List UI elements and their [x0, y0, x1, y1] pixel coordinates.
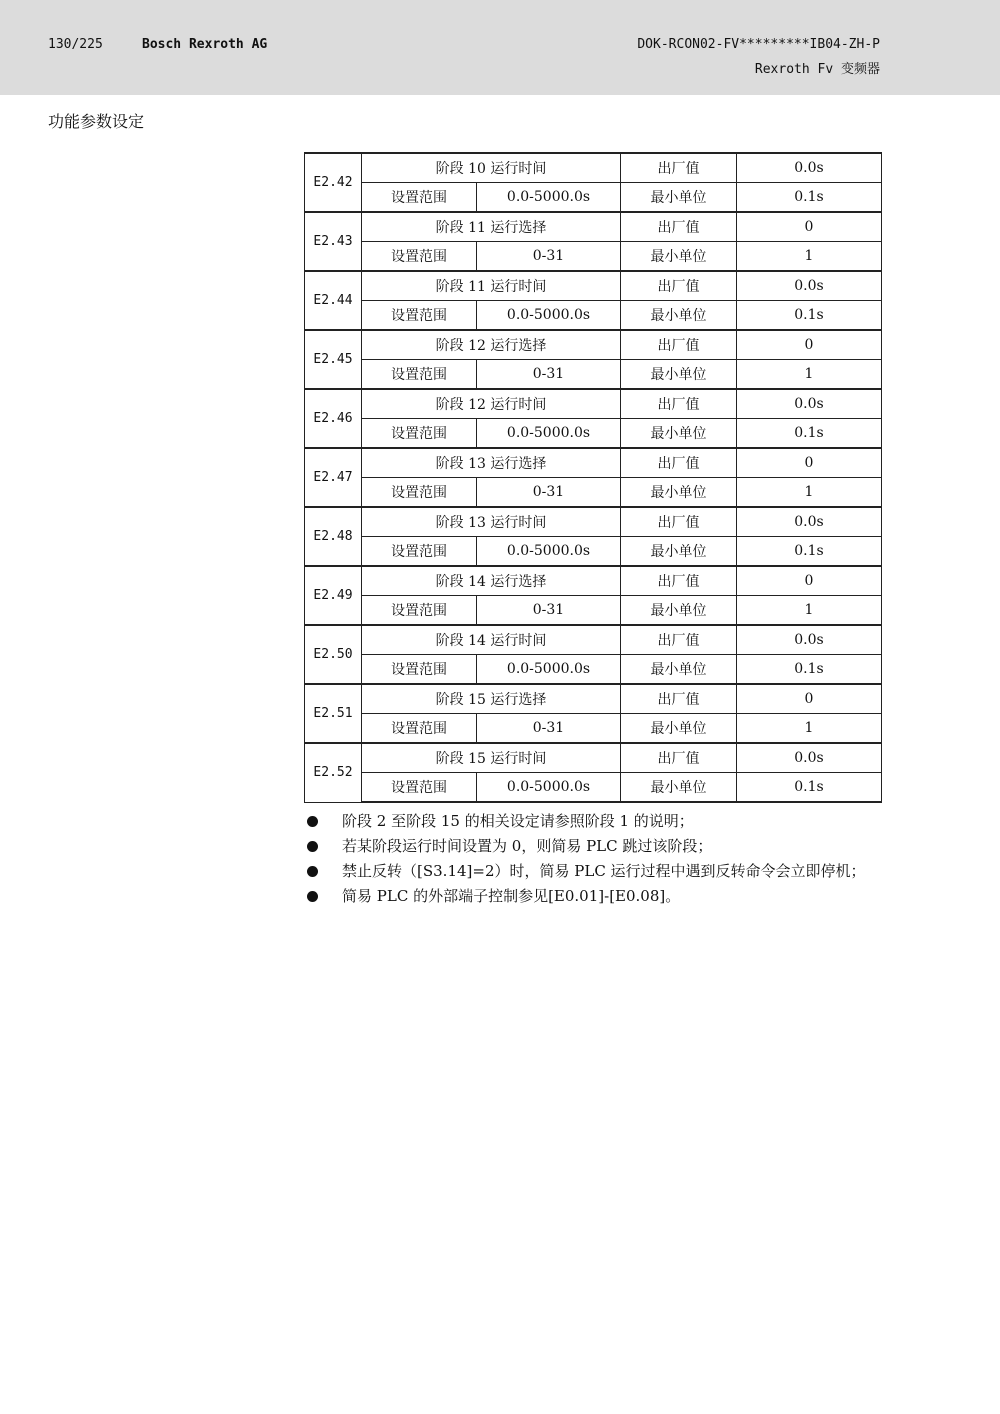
note-text: 禁止反转（[S3.14]=2）时，简易 PLC 运行过程中遇到反转命令会立即停机； — [342, 862, 866, 880]
min-unit-label: 最小单位 — [621, 596, 737, 626]
param-code: E2.47 — [305, 448, 362, 507]
page-header — [0, 0, 1000, 95]
param-name: 阶段 14 运行时间 — [362, 625, 621, 655]
default-label: 出厂值 — [621, 271, 737, 301]
bullet-icon — [307, 816, 318, 827]
table-row — [305, 183, 882, 213]
min-unit-value: 0.1s — [737, 537, 882, 567]
table-row — [305, 537, 882, 567]
param-code: E2.52 — [305, 743, 362, 802]
default-label: 出厂值 — [621, 448, 737, 478]
default-label: 出厂值 — [621, 330, 737, 360]
table-row — [305, 596, 882, 626]
range-label: 设置范围 — [362, 655, 477, 685]
table-row — [305, 330, 882, 360]
min-unit-label: 最小单位 — [621, 301, 737, 331]
table-row — [305, 360, 882, 390]
min-unit-label: 最小单位 — [621, 242, 737, 272]
table-row — [305, 743, 882, 773]
default-label: 出厂值 — [621, 507, 737, 537]
default-value: 0 — [737, 330, 882, 360]
default-value: 0.0s — [737, 507, 882, 537]
product-name: Rexroth Fv 变频器 — [754, 62, 880, 77]
table-row — [305, 301, 882, 331]
default-value: 0.0s — [737, 743, 882, 773]
note-text: 阶段 2 至阶段 15 的相关设定请参照阶段 1 的说明； — [342, 812, 694, 830]
list-item — [304, 837, 881, 856]
range-label: 设置范围 — [362, 183, 477, 213]
table-row — [305, 684, 882, 714]
default-label: 出厂值 — [621, 625, 737, 655]
table-row — [305, 242, 882, 272]
range-value: 0.0-5000.0s — [477, 419, 621, 449]
note-text: 简易 PLC 的外部端子控制参见[E0.01]-[E0.08]。 — [342, 887, 681, 905]
range-label: 设置范围 — [362, 242, 477, 272]
table-row — [305, 389, 882, 419]
min-unit-value: 1 — [737, 714, 882, 744]
param-name: 阶段 15 运行时间 — [362, 743, 621, 773]
list-item — [304, 862, 881, 881]
param-code: E2.51 — [305, 684, 362, 743]
param-name: 阶段 11 运行选择 — [362, 212, 621, 242]
range-label: 设置范围 — [362, 419, 477, 449]
table-row — [305, 448, 882, 478]
range-value: 0-31 — [477, 596, 621, 626]
default-value: 0.0s — [737, 153, 882, 183]
table-row — [305, 419, 882, 449]
table-row — [305, 566, 882, 596]
bullet-icon — [307, 866, 318, 877]
notes-list — [304, 812, 881, 912]
default-label: 出厂值 — [621, 212, 737, 242]
default-value: 0 — [737, 566, 882, 596]
list-item — [304, 887, 881, 906]
range-value: 0.0-5000.0s — [477, 537, 621, 567]
table-row — [305, 773, 882, 803]
min-unit-value: 0.1s — [737, 773, 882, 803]
min-unit-label: 最小单位 — [621, 714, 737, 744]
param-name: 阶段 12 运行时间 — [362, 389, 621, 419]
min-unit-value: 1 — [737, 478, 882, 508]
param-name: 阶段 13 运行时间 — [362, 507, 621, 537]
range-label: 设置范围 — [362, 596, 477, 626]
range-value: 0-31 — [477, 478, 621, 508]
param-name: 阶段 12 运行选择 — [362, 330, 621, 360]
min-unit-label: 最小单位 — [621, 360, 737, 390]
param-name: 阶段 11 运行时间 — [362, 271, 621, 301]
table-row — [305, 625, 882, 655]
default-label: 出厂值 — [621, 389, 737, 419]
default-value: 0.0s — [737, 389, 882, 419]
default-value: 0 — [737, 212, 882, 242]
company-name: Bosch Rexroth AG — [142, 37, 268, 52]
range-value: 0-31 — [477, 242, 621, 272]
range-label: 设置范围 — [362, 714, 477, 744]
table-row — [305, 212, 882, 242]
min-unit-value: 0.1s — [737, 655, 882, 685]
param-code: E2.45 — [305, 330, 362, 389]
min-unit-value: 0.1s — [737, 419, 882, 449]
default-value: 0.0s — [737, 271, 882, 301]
min-unit-value: 1 — [737, 360, 882, 390]
param-code: E2.49 — [305, 566, 362, 625]
min-unit-value: 1 — [737, 596, 882, 626]
default-label: 出厂值 — [621, 684, 737, 714]
default-value: 0.0s — [737, 625, 882, 655]
min-unit-value: 0.1s — [737, 301, 882, 331]
parameter-table — [304, 152, 882, 803]
min-unit-label: 最小单位 — [621, 773, 737, 803]
param-code: E2.48 — [305, 507, 362, 566]
range-label: 设置范围 — [362, 360, 477, 390]
range-label: 设置范围 — [362, 773, 477, 803]
range-value: 0-31 — [477, 360, 621, 390]
param-code: E2.50 — [305, 625, 362, 684]
default-value: 0 — [737, 448, 882, 478]
bullet-icon — [307, 841, 318, 852]
min-unit-label: 最小单位 — [621, 183, 737, 213]
range-value: 0.0-5000.0s — [477, 773, 621, 803]
range-value: 0.0-5000.0s — [477, 301, 621, 331]
param-name: 阶段 15 运行选择 — [362, 684, 621, 714]
default-label: 出厂值 — [621, 566, 737, 596]
param-code: E2.44 — [305, 271, 362, 330]
default-label: 出厂值 — [621, 153, 737, 183]
document-code: DOK-RCON02-FV*********IB04-ZH-P — [637, 37, 880, 52]
range-value: 0.0-5000.0s — [477, 183, 621, 213]
min-unit-label: 最小单位 — [621, 419, 737, 449]
range-value: 0.0-5000.0s — [477, 655, 621, 685]
default-label: 出厂值 — [621, 743, 737, 773]
note-text: 若某阶段运行时间设置为 0，则简易 PLC 跳过该阶段； — [342, 837, 713, 855]
range-label: 设置范围 — [362, 301, 477, 331]
default-value: 0 — [737, 684, 882, 714]
param-name: 阶段 13 运行选择 — [362, 448, 621, 478]
table-row — [305, 478, 882, 508]
table-row — [305, 153, 882, 183]
list-item — [304, 812, 881, 831]
section-title: 功能参数设定 — [48, 112, 145, 131]
param-code: E2.42 — [305, 153, 362, 212]
param-name: 阶段 14 运行选择 — [362, 566, 621, 596]
param-code: E2.46 — [305, 389, 362, 448]
table-row — [305, 655, 882, 685]
range-label: 设置范围 — [362, 537, 477, 567]
table-row — [305, 507, 882, 537]
table-row — [305, 714, 882, 744]
param-code: E2.43 — [305, 212, 362, 271]
min-unit-label: 最小单位 — [621, 537, 737, 567]
table-row — [305, 271, 882, 301]
param-name: 阶段 10 运行时间 — [362, 153, 621, 183]
range-value: 0-31 — [477, 714, 621, 744]
range-label: 设置范围 — [362, 478, 477, 508]
min-unit-value: 1 — [737, 242, 882, 272]
min-unit-value: 0.1s — [737, 183, 882, 213]
min-unit-label: 最小单位 — [621, 478, 737, 508]
min-unit-label: 最小单位 — [621, 655, 737, 685]
bullet-icon — [307, 891, 318, 902]
page-number: 130/225 — [48, 37, 103, 52]
